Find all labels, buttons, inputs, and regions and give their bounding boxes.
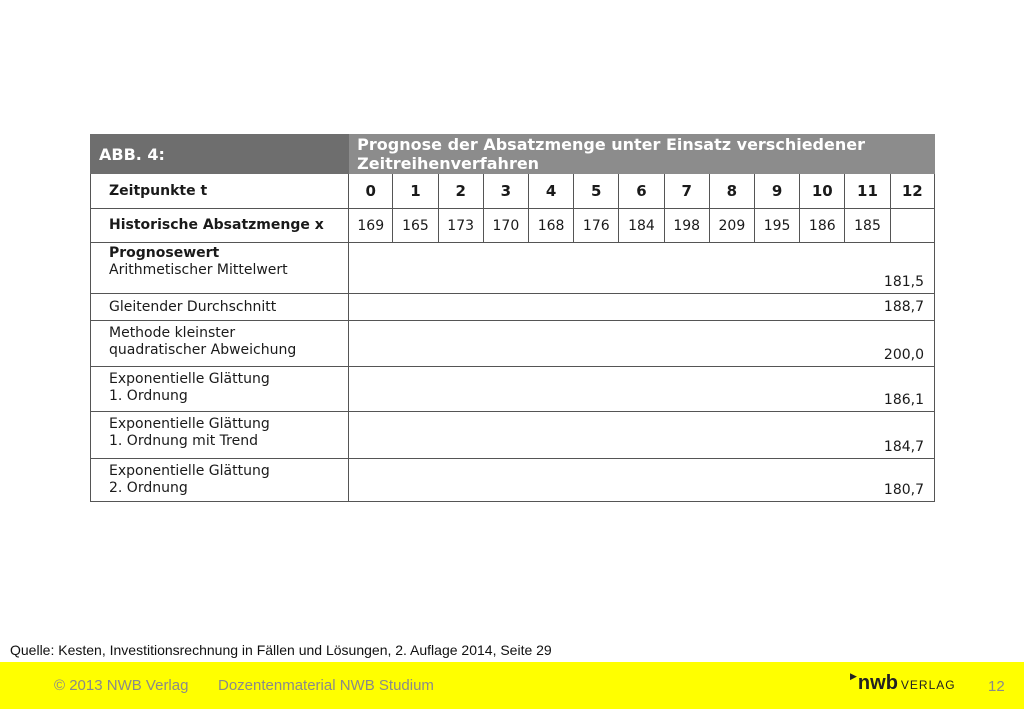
time-point: 4 — [528, 174, 573, 209]
logo-suffix: VERLAG — [900, 678, 956, 692]
method-label — [91, 243, 349, 294]
footer-material: Dozentenmaterial NWB Studium — [218, 677, 434, 694]
method-name: Gleitender Durchschnitt — [109, 298, 277, 315]
method-value: 180,7 — [349, 459, 935, 502]
history-value: 184 — [619, 209, 664, 243]
time-point: 3 — [483, 174, 528, 209]
source-citation: Quelle: Kesten, Investitionsrechnung in Fällen und Lösungen, 2. Auflage 2014, Seite 29 — [10, 642, 552, 658]
history-row — [91, 209, 935, 243]
page-number: 12 — [988, 678, 1005, 695]
history-value: 176 — [574, 209, 619, 243]
figure-label: ABB. 4: — [91, 135, 349, 174]
history-value: 185 — [845, 209, 890, 243]
time-point: 0 — [349, 174, 393, 209]
method-name: Exponentielle Glättung — [109, 463, 270, 479]
method-label — [91, 367, 349, 412]
method-name: Exponentielle Glättung — [109, 371, 270, 387]
history-value: 173 — [438, 209, 483, 243]
method-value: 188,7 — [349, 294, 935, 321]
nwb-logo — [850, 672, 956, 695]
method-name: quadratischer Abweichung — [109, 342, 297, 358]
history-value: 186 — [800, 209, 845, 243]
method-row — [91, 243, 935, 294]
method-label — [91, 459, 349, 502]
method-row — [91, 412, 935, 459]
method-name: Exponentielle Glättung — [109, 416, 270, 432]
method-row — [91, 459, 935, 502]
logo-brand: nwb — [857, 672, 898, 694]
method-name: Arithmetischer Mittelwert — [109, 262, 288, 278]
method-name: Methode kleinster — [109, 325, 236, 341]
time-row — [91, 174, 935, 209]
method-name: 1. Ordnung — [109, 388, 188, 404]
method-row — [91, 321, 935, 367]
prognose-header: Prognosewert — [109, 245, 220, 261]
method-row — [91, 367, 935, 412]
time-point: 1 — [393, 174, 438, 209]
history-value — [890, 209, 934, 243]
method-label — [91, 412, 349, 459]
history-row-label: Historische Absatzmenge x — [91, 209, 349, 243]
history-value: 165 — [393, 209, 438, 243]
history-value: 168 — [528, 209, 573, 243]
figure-title: Prognose der Absatzmenge unter Einsatz verschiedener Zeitreihenverfahren — [349, 135, 935, 174]
method-name: 2. Ordnung — [109, 480, 188, 496]
method-value: 186,1 — [349, 367, 935, 412]
history-value: 169 — [349, 209, 393, 243]
footer-copyright: © 2013 NWB Verlag — [54, 677, 189, 694]
time-point: 12 — [890, 174, 934, 209]
method-value: 181,5 — [349, 243, 935, 294]
method-name: 1. Ordnung mit Trend — [109, 433, 258, 449]
method-label — [91, 294, 349, 321]
time-point: 11 — [845, 174, 890, 209]
time-point: 2 — [438, 174, 483, 209]
time-row-label: Zeitpunkte t — [91, 174, 349, 209]
history-value: 209 — [709, 209, 754, 243]
time-point: 9 — [754, 174, 799, 209]
logo-arrow-icon: ▶ — [850, 671, 857, 681]
forecast-table — [90, 134, 935, 502]
time-point: 7 — [664, 174, 709, 209]
footer-bar — [0, 662, 1024, 709]
method-label — [91, 321, 349, 367]
time-point: 6 — [619, 174, 664, 209]
method-value: 184,7 — [349, 412, 935, 459]
history-value: 195 — [754, 209, 799, 243]
history-value: 198 — [664, 209, 709, 243]
method-row — [91, 294, 935, 321]
time-point: 10 — [800, 174, 845, 209]
history-value: 170 — [483, 209, 528, 243]
time-point: 8 — [709, 174, 754, 209]
time-point: 5 — [574, 174, 619, 209]
method-value: 200,0 — [349, 321, 935, 367]
